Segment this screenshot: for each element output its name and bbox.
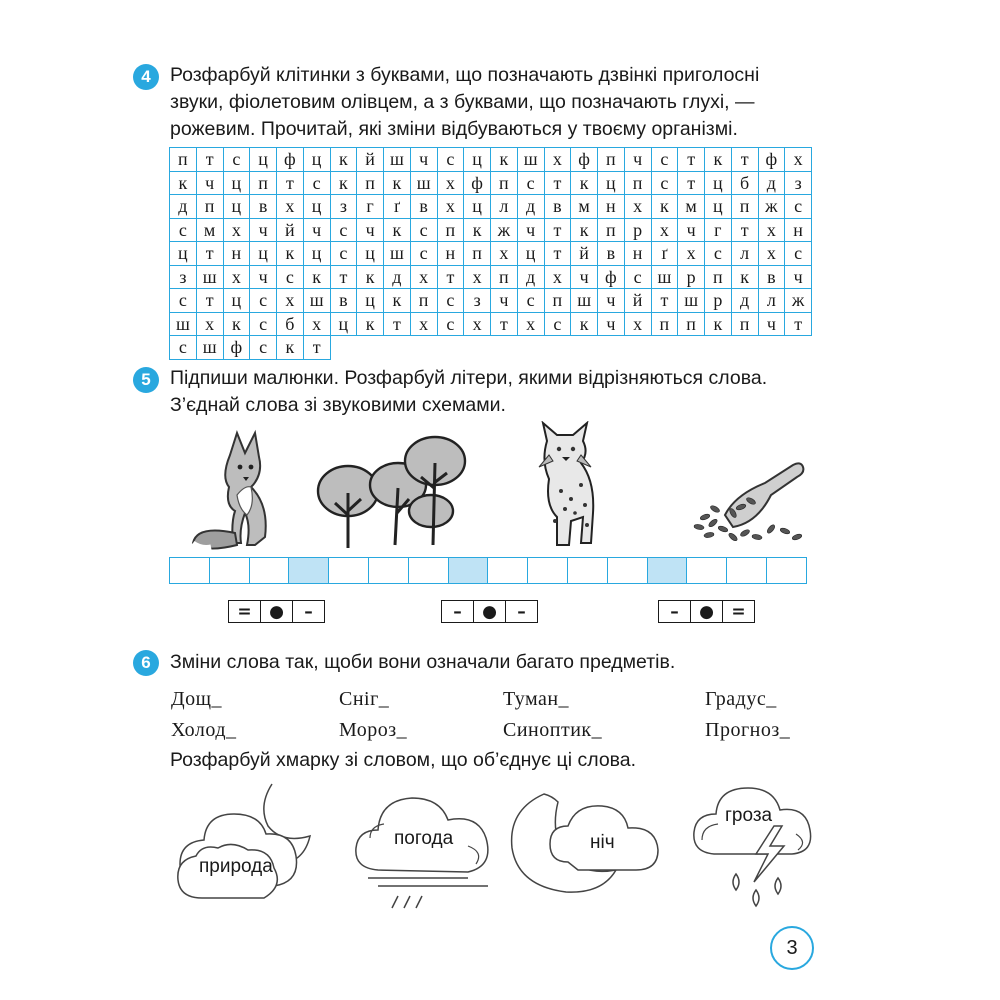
letter-box[interactable] [687,557,727,584]
grid-cell[interactable]: ф [464,172,491,196]
grid-cell[interactable]: х [224,266,251,290]
grid-cell[interactable]: ц [464,195,491,219]
letter-box[interactable] [528,557,568,584]
grid-cell[interactable]: л [759,289,786,313]
grid-cell[interactable]: з [464,289,491,313]
grid-cell[interactable]: х [545,266,572,290]
grid-cell[interactable]: с [785,242,812,266]
scheme-1-symbol-2: ● [261,601,293,622]
grid-cell[interactable]: п [357,172,384,196]
letter-box[interactable] [767,557,807,584]
grid-cell[interactable]: п [732,313,759,337]
grid-cell[interactable]: ш [170,313,197,337]
cloud-label-nich: ніч [590,832,615,853]
grid-cell[interactable]: т [732,148,759,172]
grid-cell[interactable]: ч [678,219,705,243]
task-number-5: 5 [133,367,159,393]
task-5-line-1: Підпиши малюнки. Розфарбуй літери, якими відрізняються слова. [170,367,768,389]
grid-cell[interactable]: с [518,172,545,196]
grid-cell[interactable]: к [571,313,598,337]
grid-cell[interactable]: ч [759,313,786,337]
grid-cell[interactable]: л [732,242,759,266]
grid-cell[interactable]: р [678,266,705,290]
grid-cell[interactable]: п [598,148,625,172]
grid-cell[interactable]: т [331,266,358,290]
grid-cell[interactable]: х [464,313,491,337]
grid-cell[interactable]: п [464,242,491,266]
grid-cell[interactable]: с [545,313,572,337]
sound-scheme-1[interactable] [228,600,325,623]
word-snih[interactable]: Сніг_ [339,688,390,710]
grid-cell[interactable]: м [571,195,598,219]
grid-cell[interactable]: с [250,336,277,360]
grid-cell[interactable]: к [384,219,411,243]
grid-cell[interactable]: х [625,195,652,219]
grid-cell[interactable]: ш [197,266,224,290]
grid-cell[interactable]: с [518,289,545,313]
grid-cell[interactable]: п [652,313,679,337]
grid-cell[interactable]: т [545,172,572,196]
grid-cell[interactable]: ц [705,195,732,219]
grid-cell[interactable]: п [678,313,705,337]
grid-cell[interactable]: с [170,219,197,243]
grid-cell[interactable]: т [732,219,759,243]
cloud-label-pohoda: погода [394,828,454,849]
grid-cell[interactable]: ч [785,266,812,290]
grid-cell[interactable]: т [491,313,518,337]
word-kholod[interactable]: Холод_ [171,719,237,741]
task-number-6: 6 [133,650,159,676]
grid-cell[interactable]: х [652,219,679,243]
grid-cell[interactable]: к [571,219,598,243]
grid-cell[interactable]: т [438,266,465,290]
grid-cell[interactable]: й [277,219,304,243]
grid-cell[interactable]: н [438,242,465,266]
grid-cell[interactable]: й [357,148,384,172]
letter-grid [169,147,812,360]
grid-cell[interactable]: х [277,289,304,313]
grid-cell[interactable]: з [170,266,197,290]
grid-cell[interactable]: х [759,219,786,243]
grid-cell[interactable]: ч [625,148,652,172]
grid-cell[interactable]: ш [304,289,331,313]
grid-cell[interactable]: ч [571,266,598,290]
grid-cell[interactable]: т [652,289,679,313]
grid-cell[interactable]: с [250,289,277,313]
grid-cell[interactable]: ц [250,148,277,172]
grid-cell[interactable]: х [277,195,304,219]
grid-cell[interactable]: ц [304,195,331,219]
letter-box[interactable] [488,557,528,584]
cloud-task-text: Розфарбуй хмарку зі словом, що об’єднує ці слова. [170,749,637,771]
grid-cell[interactable]: с [411,219,438,243]
grid-cell[interactable]: н [224,242,251,266]
task-5-pictures [175,425,815,555]
seeds-scoop-icon [685,455,810,555]
letter-box[interactable] [648,557,688,584]
grid-cell[interactable]: ш [518,148,545,172]
letter-box[interactable] [250,557,290,584]
grid-cell[interactable]: ц [224,289,251,313]
cloud-storm-icon[interactable] [688,782,818,912]
grid-cell[interactable]: д [732,289,759,313]
grid-cell[interactable]: т [384,313,411,337]
grid-cell[interactable]: п [438,219,465,243]
letter-box[interactable] [727,557,767,584]
letter-box[interactable] [289,557,329,584]
grid-cell[interactable]: н [785,219,812,243]
grid-cell[interactable]: к [304,266,331,290]
grid-cell[interactable]: с [304,172,331,196]
letter-box[interactable] [449,557,489,584]
letter-box[interactable] [170,557,210,584]
grid-cell[interactable]: ц [224,172,251,196]
grid-cell[interactable]: х [518,313,545,337]
grid-cell[interactable]: в [250,195,277,219]
grid-cell[interactable]: ц [224,195,251,219]
grid-cell[interactable]: х [304,313,331,337]
grid-cell[interactable]: с [170,289,197,313]
grid-cell[interactable]: ж [759,195,786,219]
grid-cell[interactable]: ш [384,242,411,266]
grid-cell[interactable]: л [491,195,518,219]
page-number: 3 [770,926,814,970]
grid-cell[interactable]: к [357,266,384,290]
grid-cell[interactable]: ц [518,242,545,266]
task-4-line-2: звуки, фіолетовим олівцем, а з буквами, що позначають глухі, — [170,91,755,113]
letter-box[interactable] [409,557,449,584]
word-moroz[interactable]: Мороз_ [339,719,408,741]
word-prohnoz[interactable]: Прогноз_ [705,719,791,741]
grid-cell[interactable]: п [491,266,518,290]
grid-cell[interactable]: х [491,242,518,266]
grid-cell[interactable]: д [518,266,545,290]
grid-cell[interactable]: с [438,313,465,337]
grid-cell[interactable]: к [491,148,518,172]
grid-cell[interactable]: б [277,313,304,337]
grid-cell[interactable]: ц [250,242,277,266]
grid-cell[interactable]: ц [598,172,625,196]
grid-cell[interactable]: ц [464,148,491,172]
grid-cell[interactable]: с [705,242,732,266]
cloud-label-pryroda: природа [199,856,273,877]
grid-cell[interactable]: м [678,195,705,219]
task-4-text [170,62,759,143]
grid-cell[interactable]: ц [705,172,732,196]
task-6-text: Зміни слова так, щоби вони означали багато предметів. [170,651,676,673]
grid-cell[interactable]: х [759,242,786,266]
letter-box[interactable] [369,557,409,584]
scheme-1-symbol-1: = [229,601,261,622]
scheme-2-symbol-3: – [517,601,526,622]
grid-cell[interactable]: т [197,242,224,266]
task-4-line-3: рожевим. Прочитай, які зміни відбуваються у твоєму організмі. [170,118,738,140]
grid-cell[interactable]: ш [652,266,679,290]
grid-cell[interactable]: ц [304,148,331,172]
grid-cell[interactable]: х [438,172,465,196]
grid-cell[interactable]: ґ [652,242,679,266]
grid-cell[interactable]: х [545,148,572,172]
grid-cell[interactable]: п [197,195,224,219]
scheme-2-symbol-2: ● [474,601,506,622]
grid-cell[interactable]: к [357,313,384,337]
grid-cell[interactable]: п [250,172,277,196]
word-tuman[interactable]: Туман_ [503,688,570,710]
grid-cell[interactable]: н [625,242,652,266]
grid-cell[interactable]: т [197,148,224,172]
scheme-1-symbol-3: – [304,601,313,622]
grid-cell[interactable]: т [545,242,572,266]
scheme-3-symbol-3: = [731,601,746,622]
grid-cell[interactable]: й [625,289,652,313]
sound-scheme-3[interactable] [658,600,755,623]
task-5-text [170,365,767,419]
grid-cell[interactable]: к [571,172,598,196]
grid-cell[interactable]: в [598,242,625,266]
grid-cell[interactable]: п [705,266,732,290]
grid-cell[interactable]: р [705,289,732,313]
grid-cell[interactable]: б [732,172,759,196]
grid-cell[interactable]: п [625,172,652,196]
grid-cell[interactable]: й [571,242,598,266]
grid-cell[interactable]: ц [170,242,197,266]
grid-cell[interactable]: д [759,172,786,196]
grid-cell[interactable]: р [625,219,652,243]
grid-cell[interactable]: в [545,195,572,219]
scheme-2-symbol-1: – [442,601,474,622]
grid-cell[interactable]: в [759,266,786,290]
grid-cell[interactable]: ч [598,289,625,313]
grid-cell[interactable]: к [331,148,358,172]
grid-cell[interactable]: с [250,313,277,337]
grid-cell[interactable]: к [331,172,358,196]
grid-cell[interactable]: ш [571,289,598,313]
grid-cell[interactable]: х [197,313,224,337]
grid-cell[interactable]: х [785,148,812,172]
grid-cell[interactable]: к [652,195,679,219]
grid-cell[interactable]: н [598,195,625,219]
grid-cell[interactable]: ш [411,172,438,196]
grid-cell[interactable]: ч [598,313,625,337]
grid-cell[interactable]: к [732,266,759,290]
grid-cell[interactable]: ш [384,148,411,172]
letter-box[interactable] [608,557,648,584]
word-letter-boxes [169,557,807,584]
grid-cell[interactable]: з [785,172,812,196]
grid-cell[interactable]: с [277,266,304,290]
task-5-line-2: З’єднай слова зі звуковими схемами. [170,394,506,416]
grid-cell[interactable]: т [304,336,331,360]
grid-cell[interactable]: ґ [384,195,411,219]
lynx-icon [525,421,610,549]
grid-cell[interactable]: ч [518,219,545,243]
grid-cell[interactable]: с [652,148,679,172]
grid-cell[interactable]: к [277,336,304,360]
grid-cell[interactable]: ч [357,219,384,243]
grid-cell[interactable]: с [625,266,652,290]
grid-cell[interactable]: к [464,219,491,243]
grid-cell[interactable]: п [732,195,759,219]
grid-cell[interactable]: ц [304,242,331,266]
cloud-moon-icon[interactable] [506,790,666,900]
grid-cell[interactable]: х [438,195,465,219]
grid-cell[interactable]: ч [491,289,518,313]
grid-cell[interactable]: т [785,313,812,337]
grid-cell[interactable]: ф [224,336,251,360]
grid-cell[interactable]: ч [250,219,277,243]
grid-cell[interactable]: т [197,289,224,313]
grid-cell[interactable]: в [331,289,358,313]
grid-cell[interactable]: д [170,195,197,219]
scheme-3-symbol-1: – [659,601,691,622]
grid-cell[interactable]: с [438,289,465,313]
grid-cell[interactable]: д [518,195,545,219]
grid-cell[interactable]: ч [411,148,438,172]
grid-cell[interactable]: т [678,148,705,172]
grid-cell[interactable]: с [652,172,679,196]
grid-cell[interactable]: в [411,195,438,219]
grid-cell[interactable]: с [411,242,438,266]
grid-cell[interactable]: т [545,219,572,243]
grid-cell[interactable]: к [384,172,411,196]
grid-cell[interactable]: ж [491,219,518,243]
grid-cell[interactable]: к [224,313,251,337]
sound-scheme-2[interactable] [441,600,538,623]
letter-box[interactable] [210,557,250,584]
grid-cell[interactable]: з [331,195,358,219]
letter-box[interactable] [329,557,369,584]
grid-cell[interactable]: ф [277,148,304,172]
grid-cell[interactable]: ж [785,289,812,313]
grid-cell[interactable]: ц [357,289,384,313]
grid-cell[interactable]: г [705,219,732,243]
grid-cell[interactable]: ц [357,242,384,266]
fox-icon [185,425,295,553]
grid-cell[interactable]: х [224,219,251,243]
grid-cell[interactable]: ц [331,313,358,337]
grid-cell[interactable]: п [411,289,438,313]
grid-cell[interactable]: к [705,148,732,172]
letter-box[interactable] [568,557,608,584]
grid-cell[interactable]: с [170,336,197,360]
grid-cell[interactable]: к [384,289,411,313]
word-doshch[interactable]: Дощ_ [171,688,223,710]
grid-cell[interactable]: ш [678,289,705,313]
grid-cell[interactable]: к [170,172,197,196]
grid-cell[interactable]: ф [759,148,786,172]
grid-cell[interactable]: ф [571,148,598,172]
task-4-line-1: Розфарбуй клітинки з буквами, що позначають дзвінкі приголосні [170,64,760,86]
grid-cell[interactable]: с [438,148,465,172]
grid-cell[interactable]: х [678,242,705,266]
grid-cell[interactable]: х [625,313,652,337]
grid-cell[interactable]: с [331,219,358,243]
grid-cell[interactable]: х [411,313,438,337]
grid-cell[interactable]: с [224,148,251,172]
word-synoptyk[interactable]: Синоптик_ [503,719,603,741]
task-number-4: 4 [133,64,159,90]
grid-cell[interactable]: с [785,195,812,219]
grid-cell[interactable]: м [197,219,224,243]
grid-cell[interactable]: ф [598,266,625,290]
cloud-icon[interactable] [172,778,337,908]
grid-cell[interactable]: х [411,266,438,290]
grid-cell[interactable]: д [384,266,411,290]
grid-cell[interactable]: с [331,242,358,266]
cloud-wind-icon[interactable] [348,786,508,916]
grid-cell[interactable]: т [277,172,304,196]
word-hradus[interactable]: Градус_ [705,688,777,710]
grid-cell[interactable]: ч [304,219,331,243]
grid-cell[interactable]: п [545,289,572,313]
grid-cell[interactable]: г [357,195,384,219]
grid-cell[interactable]: ч [250,266,277,290]
grid-cell[interactable]: к [277,242,304,266]
grid-cell[interactable]: ч [197,172,224,196]
grid-cell[interactable]: к [705,313,732,337]
grid-cell[interactable]: ш [197,336,224,360]
cloud-label-hroza: гроза [725,805,773,826]
trees-icon [313,433,468,553]
grid-cell[interactable]: п [598,219,625,243]
grid-cell[interactable]: п [491,172,518,196]
scheme-3-symbol-2: ● [691,601,723,622]
grid-cell[interactable]: х [464,266,491,290]
grid-cell[interactable]: т [678,172,705,196]
grid-cell[interactable]: п [170,148,197,172]
